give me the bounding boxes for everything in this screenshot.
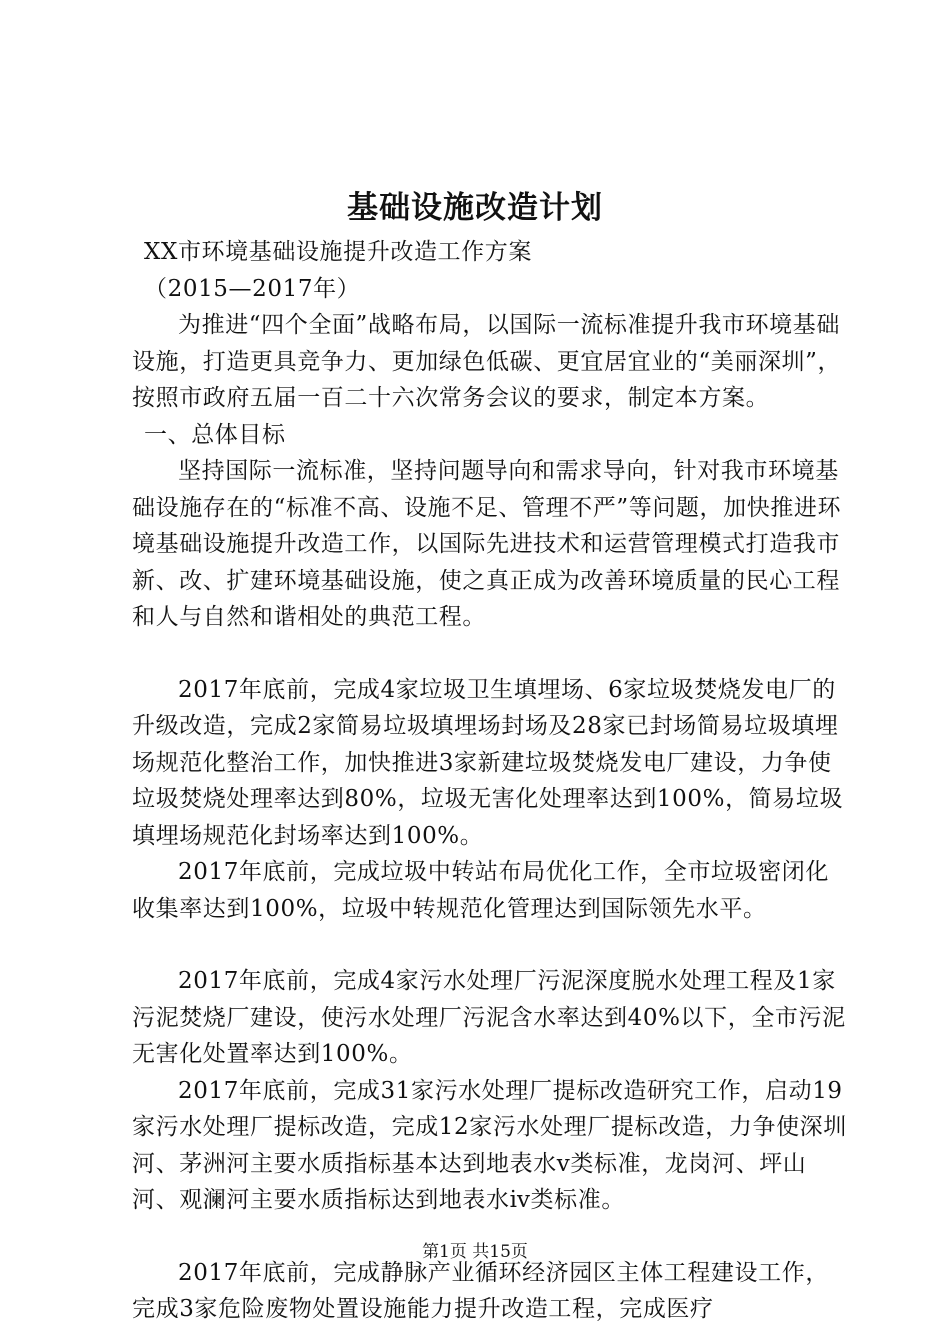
paragraph-goal: 坚持国际一流标准，坚持问题导向和需求导向，针对我市环境基础设施存在的“标准不高、设施不足、管理不严”等问题，加快推进环境基础设施提升改造工作，以国际先进技术和运营管理模式打造我市新、改、扩建环境基础设施，使之真正成为改善环境质量的民心工程和人与自然和谐相处的典范工程。 — [132, 458, 842, 630]
paragraph-intro: 为推进“四个全面”战略布局，以国际一流标准提升我市环境基础设施，打造更具竞争力、更加绿色低碳、更宜居宜业的“美丽深圳”，按照市政府五届一百二十六次常务会议的要求，制定本方案。 — [132, 312, 842, 411]
section-heading: 一、总体目标 — [144, 421, 286, 448]
paragraph-landfill: 2017年底前，完成4家垃圾卫生填埋场、6家垃圾焚烧发电厂的升级改造，完成2家简易垃圾填埋场封场及28家已封场简易垃圾填埋场规范化整治工作，加快推进3家新建垃圾焚烧发电厂建设，力争使垃圾焚烧处理率达到80%，垃圾无害化处理率达到100%，简易垃圾填埋场规范化封场率达到100%。 — [132, 676, 844, 849]
paragraph-sludge: 2017年底前，完成4家污水处理厂污泥深度脱水处理工程及1家污泥焚烧厂建设，使污水处理厂污泥含水率达到40%以下，全市污泥无害化处置率达到100%。 — [132, 968, 846, 1067]
paragraph-subtitle: XX市环境基础设施提升改造工作方案 — [144, 239, 532, 265]
document-title: 基础设施改造计划 — [347, 190, 603, 226]
document-body — [132, 234, 852, 1328]
paragraph-period: （2015—2017年） — [144, 275, 361, 302]
paragraph-industrial: 2017年底前，完成静脉产业循环经济园区主体工程建设工作，完成3家危险废物处置设施能力提升改造工程，完成医疗 — [132, 1259, 829, 1322]
paragraph-wastewater: 2017年底前，完成31家污水处理厂提标改造研究工作，启动19家污水处理厂提标改造，完成12家污水处理厂提标改造，力争使深圳河、茅洲河主要水质指标基本达到地表水ⅴ类标准，龙岗河、坪山河、观澜河主要水质指标达到地表水ⅳ类标准。 — [132, 1077, 847, 1213]
paragraph-gap — [132, 636, 852, 672]
paragraph-transfer: 2017年底前，完成垃圾中转站布局优化工作，全市垃圾密闭化收集率达到100%，垃圾中转规范化管理达到国际领先水平。 — [132, 859, 829, 922]
paragraph-gap — [132, 927, 852, 963]
page-number: 第1页 共15页 — [422, 1242, 528, 1262]
